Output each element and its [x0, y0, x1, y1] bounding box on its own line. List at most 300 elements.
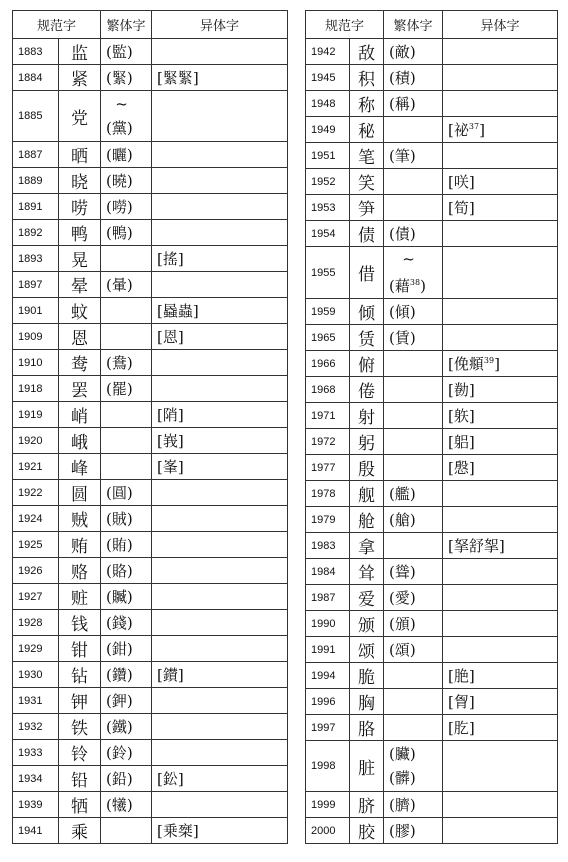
- table-row: [306, 637, 558, 663]
- traditional-char: (鑽): [101, 662, 152, 688]
- traditional-char: (緊): [101, 65, 152, 91]
- table-row: [13, 350, 288, 376]
- standard-char: 晒: [59, 142, 101, 168]
- traditional-char: [384, 663, 443, 689]
- entry-number: 1999: [306, 792, 350, 818]
- entry-number: 1924: [13, 506, 59, 532]
- standard-char: 铅: [59, 766, 101, 792]
- traditional-line: (藉: [389, 277, 410, 295]
- table-row: [13, 428, 288, 454]
- header-variant: 异体字: [443, 11, 558, 39]
- traditional-char: (曬): [101, 142, 152, 168]
- table-row: [13, 610, 288, 636]
- traditional-char: (嘮): [101, 194, 152, 220]
- variant-char: [443, 741, 558, 792]
- standard-char: 党: [59, 91, 101, 142]
- traditional-char: (膠): [384, 818, 443, 844]
- traditional-char: (頌): [384, 637, 443, 663]
- variant-char: [152, 610, 288, 636]
- table-row: [306, 481, 558, 507]
- standard-char: 倾: [350, 299, 384, 325]
- standard-char: 贿: [59, 532, 101, 558]
- traditional-char: (鴦): [101, 350, 152, 376]
- variant-char: [152, 532, 288, 558]
- table-row: [306, 403, 558, 429]
- variant-char: [443, 585, 558, 611]
- variant-char: [152, 558, 288, 584]
- table-row: [13, 402, 288, 428]
- entry-number: 1979: [306, 507, 350, 533]
- table-row: [306, 143, 558, 169]
- traditional-char: (臍): [384, 792, 443, 818]
- variant-char: [陗]: [152, 402, 288, 428]
- variant-char: [443, 221, 558, 247]
- traditional-char: (鴨): [101, 220, 152, 246]
- traditional-char: (鉀): [101, 688, 152, 714]
- traditional-char: [384, 351, 443, 377]
- entry-number: 1891: [13, 194, 59, 220]
- standard-char: 贼: [59, 506, 101, 532]
- entry-number: 1953: [306, 195, 350, 221]
- standard-char: 监: [59, 39, 101, 65]
- variant-char: [152, 714, 288, 740]
- standard-char: 鸯: [59, 350, 101, 376]
- standard-char: 晕: [59, 272, 101, 298]
- variant-char: [152, 91, 288, 142]
- variant-char: [緊緊]: [152, 65, 288, 91]
- table-row: [13, 246, 288, 272]
- standard-char: 胳: [350, 715, 384, 741]
- table-row: [13, 376, 288, 402]
- variant-char: [152, 792, 288, 818]
- traditional-char: [384, 689, 443, 715]
- traditional-char: (頒): [384, 611, 443, 637]
- standard-char: 耸: [350, 559, 384, 585]
- traditional-char: (罷): [101, 376, 152, 402]
- table-row: [306, 559, 558, 585]
- traditional-line: (黨): [106, 119, 133, 137]
- variant-char: [蟁蟲]: [152, 298, 288, 324]
- variant-char: [肐]: [443, 715, 558, 741]
- traditional-char: [384, 247, 443, 299]
- table-row: [13, 91, 288, 142]
- standard-char: 债: [350, 221, 384, 247]
- entry-number: 1998: [306, 741, 350, 792]
- standard-char: 蚊: [59, 298, 101, 324]
- variant-char: [慇]: [443, 455, 558, 481]
- entry-number: 1892: [13, 220, 59, 246]
- variant-char: [443, 143, 558, 169]
- traditional-char: (鉛): [101, 766, 152, 792]
- variant-char: [152, 272, 288, 298]
- standard-char: 紧: [59, 65, 101, 91]
- entry-number: 1949: [306, 117, 350, 143]
- standard-char: 笋: [350, 195, 384, 221]
- variant-end: ]: [479, 121, 485, 139]
- traditional-char: (愛): [384, 585, 443, 611]
- table-row: [306, 247, 558, 299]
- variant-char: [443, 507, 558, 533]
- table-row: [306, 351, 558, 377]
- variant-char: [152, 636, 288, 662]
- standard-char: 敌: [350, 39, 384, 65]
- variant-char: [443, 481, 558, 507]
- header-variant: 异体字: [152, 11, 288, 39]
- standard-char: 晃: [59, 246, 101, 272]
- entry-number: 1919: [13, 402, 59, 428]
- entry-number: 1921: [13, 454, 59, 480]
- standard-char: 鸭: [59, 220, 101, 246]
- entry-number: 1932: [13, 714, 59, 740]
- variant-char: [443, 637, 558, 663]
- footnote-mark: 39: [483, 356, 495, 365]
- traditional-char: (賊): [101, 506, 152, 532]
- standard-char: 唠: [59, 194, 101, 220]
- traditional-char: (艙): [384, 507, 443, 533]
- standard-char: 脆: [350, 663, 384, 689]
- table-row: [306, 377, 558, 403]
- table-row: [306, 299, 558, 325]
- standard-char: 脐: [350, 792, 384, 818]
- table-row: [13, 740, 288, 766]
- traditional-line-end: ): [420, 277, 426, 295]
- standard-char: 射: [350, 403, 384, 429]
- standard-char: 躬: [350, 429, 384, 455]
- header-traditional: 繁体字: [384, 11, 443, 39]
- standard-char: 峭: [59, 402, 101, 428]
- entry-number: 2000: [306, 818, 350, 844]
- entry-number: 1933: [13, 740, 59, 766]
- entry-number: 1925: [13, 532, 59, 558]
- standard-char: 钳: [59, 636, 101, 662]
- variant-char: [152, 740, 288, 766]
- standard-char: 爱: [350, 585, 384, 611]
- standard-char: 俯: [350, 351, 384, 377]
- table-row: [13, 584, 288, 610]
- table-row: [13, 506, 288, 532]
- variant-char: [152, 194, 288, 220]
- variant-char: [152, 506, 288, 532]
- table-row: [13, 636, 288, 662]
- standard-char: 铃: [59, 740, 101, 766]
- standard-char: 罢: [59, 376, 101, 402]
- entry-number: 1884: [13, 65, 59, 91]
- entry-number: 1939: [13, 792, 59, 818]
- entry-number: 1897: [13, 272, 59, 298]
- left-char-table: [12, 10, 288, 844]
- standard-char: 舰: [350, 481, 384, 507]
- entry-number: 1965: [306, 325, 350, 351]
- variant-char: [峯]: [152, 454, 288, 480]
- standard-char: 赁: [350, 325, 384, 351]
- standard-char: 乘: [59, 818, 101, 844]
- table-row: [306, 429, 558, 455]
- standard-char: 钻: [59, 662, 101, 688]
- table-row: [13, 65, 288, 91]
- standard-char: 殷: [350, 455, 384, 481]
- table-row: [13, 220, 288, 246]
- entry-number: 1941: [13, 818, 59, 844]
- variant-char: [443, 299, 558, 325]
- traditional-char: (贓): [101, 584, 152, 610]
- traditional-char: (曉): [101, 168, 152, 194]
- variant-char: [443, 559, 558, 585]
- header-traditional: 繁体字: [101, 11, 152, 39]
- variant-char: [搖]: [152, 246, 288, 272]
- standard-char: 牺: [59, 792, 101, 818]
- table-row: [13, 298, 288, 324]
- standard-char: 圆: [59, 480, 101, 506]
- variant-char: [胷]: [443, 689, 558, 715]
- traditional-char: (鐵): [101, 714, 152, 740]
- variant-char: [443, 818, 558, 844]
- entry-number: 1928: [13, 610, 59, 636]
- variant-text: [祕: [448, 121, 469, 139]
- entry-number: 1954: [306, 221, 350, 247]
- traditional-char: [101, 246, 152, 272]
- table-row: [13, 142, 288, 168]
- traditional-char: [101, 91, 152, 142]
- variant-char: [152, 168, 288, 194]
- variant-char: [152, 39, 288, 65]
- entry-number: 1994: [306, 663, 350, 689]
- traditional-char: [384, 533, 443, 559]
- entry-number: 1971: [306, 403, 350, 429]
- traditional-line-wrap: [389, 271, 442, 298]
- standard-char: 胸: [350, 689, 384, 715]
- table-row: [13, 39, 288, 65]
- traditional-char: [101, 454, 152, 480]
- entry-number: 1926: [13, 558, 59, 584]
- entry-number: 1955: [306, 247, 350, 299]
- standard-char: 脏: [350, 741, 384, 792]
- entry-number: 1983: [306, 533, 350, 559]
- traditional-char: [384, 715, 443, 741]
- entry-number: 1920: [13, 428, 59, 454]
- traditional-char: (監): [101, 39, 152, 65]
- table-row: [306, 65, 558, 91]
- header-standard: 规范字: [13, 11, 101, 39]
- traditional-char: (敵): [384, 39, 443, 65]
- variant-char: [152, 142, 288, 168]
- table-row: [13, 662, 288, 688]
- standard-char: 称: [350, 91, 384, 117]
- traditional-line: (臟): [389, 745, 416, 763]
- traditional-char: [384, 377, 443, 403]
- traditional-char: [101, 818, 152, 844]
- entry-number: 1889: [13, 168, 59, 194]
- table-row: [306, 533, 558, 559]
- entry-number: 1959: [306, 299, 350, 325]
- table-row: [13, 194, 288, 220]
- variant-char: [脃]: [443, 663, 558, 689]
- standard-char: 钱: [59, 610, 101, 636]
- header-row: [13, 11, 288, 39]
- table-row: [306, 117, 558, 143]
- entry-number: 1942: [306, 39, 350, 65]
- variant-char: [鈆]: [152, 766, 288, 792]
- variant-char: [152, 480, 288, 506]
- traditional-char: (艦): [384, 481, 443, 507]
- entry-number: 1910: [13, 350, 59, 376]
- footnote-mark: 37: [468, 122, 480, 131]
- entry-number: 1887: [13, 142, 59, 168]
- table-row: [13, 818, 288, 844]
- variant-char: [152, 584, 288, 610]
- entry-number: 1922: [13, 480, 59, 506]
- table-row: [306, 689, 558, 715]
- variant-char: [443, 792, 558, 818]
- standard-char: 恩: [59, 324, 101, 350]
- table-row: [13, 532, 288, 558]
- variant-char: [筍]: [443, 195, 558, 221]
- standard-char: 晓: [59, 168, 101, 194]
- variant-char: [443, 611, 558, 637]
- entry-number: 1968: [306, 377, 350, 403]
- traditional-line: (髒): [389, 769, 416, 787]
- variant-char: [443, 39, 558, 65]
- entry-number: 1931: [13, 688, 59, 714]
- variant-char: [乗椉]: [152, 818, 288, 844]
- variant-char: [443, 247, 558, 299]
- entry-number: 1972: [306, 429, 350, 455]
- entry-number: 1948: [306, 91, 350, 117]
- standard-char: 笔: [350, 143, 384, 169]
- variant-char: [恩]: [152, 324, 288, 350]
- table-row: [306, 741, 558, 792]
- variant-char: [峩]: [152, 428, 288, 454]
- entry-number: 1996: [306, 689, 350, 715]
- standard-char: 倦: [350, 377, 384, 403]
- table-row: [13, 480, 288, 506]
- entry-number: 1984: [306, 559, 350, 585]
- variant-char: [443, 351, 558, 377]
- variant-char: [443, 91, 558, 117]
- table-row: [13, 766, 288, 792]
- table-row: [306, 611, 558, 637]
- standard-char: 峰: [59, 454, 101, 480]
- table-row: [306, 325, 558, 351]
- standard-char: 拿: [350, 533, 384, 559]
- table-row: [306, 792, 558, 818]
- entry-number: 1990: [306, 611, 350, 637]
- standard-char: 笑: [350, 169, 384, 195]
- entry-number: 1987: [306, 585, 350, 611]
- traditional-char: [384, 403, 443, 429]
- standard-char: 赂: [59, 558, 101, 584]
- variant-char: [躳]: [443, 429, 558, 455]
- table-row: [306, 663, 558, 689]
- standard-char: 颂: [350, 637, 384, 663]
- variant-char: [152, 376, 288, 402]
- traditional-char: [101, 428, 152, 454]
- entry-number: 1997: [306, 715, 350, 741]
- entry-number: 1929: [13, 636, 59, 662]
- entry-number: 1901: [13, 298, 59, 324]
- variant-char: [443, 117, 558, 143]
- variant-char: [䠶]: [443, 403, 558, 429]
- traditional-char: (鈴): [101, 740, 152, 766]
- standard-char: 秘: [350, 117, 384, 143]
- variant-char: [咲]: [443, 169, 558, 195]
- entry-number: 1978: [306, 481, 350, 507]
- traditional-char: (稱): [384, 91, 443, 117]
- standard-char: 铁: [59, 714, 101, 740]
- entry-number: 1893: [13, 246, 59, 272]
- variant-char: [152, 220, 288, 246]
- entry-number: 1909: [13, 324, 59, 350]
- entry-number: 1927: [13, 584, 59, 610]
- traditional-char: [101, 402, 152, 428]
- traditional-char: (賂): [101, 558, 152, 584]
- table-row: [306, 507, 558, 533]
- traditional-char: [384, 169, 443, 195]
- entry-number: 1945: [306, 65, 350, 91]
- traditional-line: ~: [402, 250, 415, 268]
- table-row: [13, 688, 288, 714]
- table-row: [306, 585, 558, 611]
- entry-number: 1966: [306, 351, 350, 377]
- table-row: [13, 168, 288, 194]
- traditional-char: (錢): [101, 610, 152, 636]
- entry-number: 1952: [306, 169, 350, 195]
- traditional-char: [384, 117, 443, 143]
- entry-number: 1918: [13, 376, 59, 402]
- entry-number: 1883: [13, 39, 59, 65]
- traditional-char: [384, 195, 443, 221]
- traditional-char: (筆): [384, 143, 443, 169]
- standard-char: 钾: [59, 688, 101, 714]
- header-standard: 规范字: [306, 11, 384, 39]
- footnote-mark: 38: [409, 278, 421, 287]
- traditional-char: [384, 741, 443, 792]
- traditional-char: (鉗): [101, 636, 152, 662]
- entry-number: 1885: [13, 91, 59, 142]
- variant-char: [152, 688, 288, 714]
- standard-char: 舱: [350, 507, 384, 533]
- variant-text: [俛頫: [448, 355, 484, 373]
- standard-char: 借: [350, 247, 384, 299]
- table-row: [13, 324, 288, 350]
- table-row: [306, 91, 558, 117]
- traditional-line: ~: [115, 95, 128, 113]
- entry-number: 1930: [13, 662, 59, 688]
- variant-char: [152, 350, 288, 376]
- entry-number: 1934: [13, 766, 59, 792]
- table-row: [306, 715, 558, 741]
- standard-char: 积: [350, 65, 384, 91]
- traditional-char: [101, 298, 152, 324]
- entry-number: 1951: [306, 143, 350, 169]
- standard-char: 颁: [350, 611, 384, 637]
- variant-char: [443, 65, 558, 91]
- traditional-char: (暈): [101, 272, 152, 298]
- variant-char: [443, 325, 558, 351]
- traditional-char: (債): [384, 221, 443, 247]
- table-row: [306, 39, 558, 65]
- traditional-char: (犧): [101, 792, 152, 818]
- traditional-char: [384, 455, 443, 481]
- header-row: [306, 11, 558, 39]
- table-row: [13, 792, 288, 818]
- traditional-char: (圓): [101, 480, 152, 506]
- standard-char: 峨: [59, 428, 101, 454]
- table-row: [306, 455, 558, 481]
- table-row: [306, 169, 558, 195]
- traditional-char: (賄): [101, 532, 152, 558]
- table-row: [13, 558, 288, 584]
- variant-char: [拏舒挐]: [443, 533, 558, 559]
